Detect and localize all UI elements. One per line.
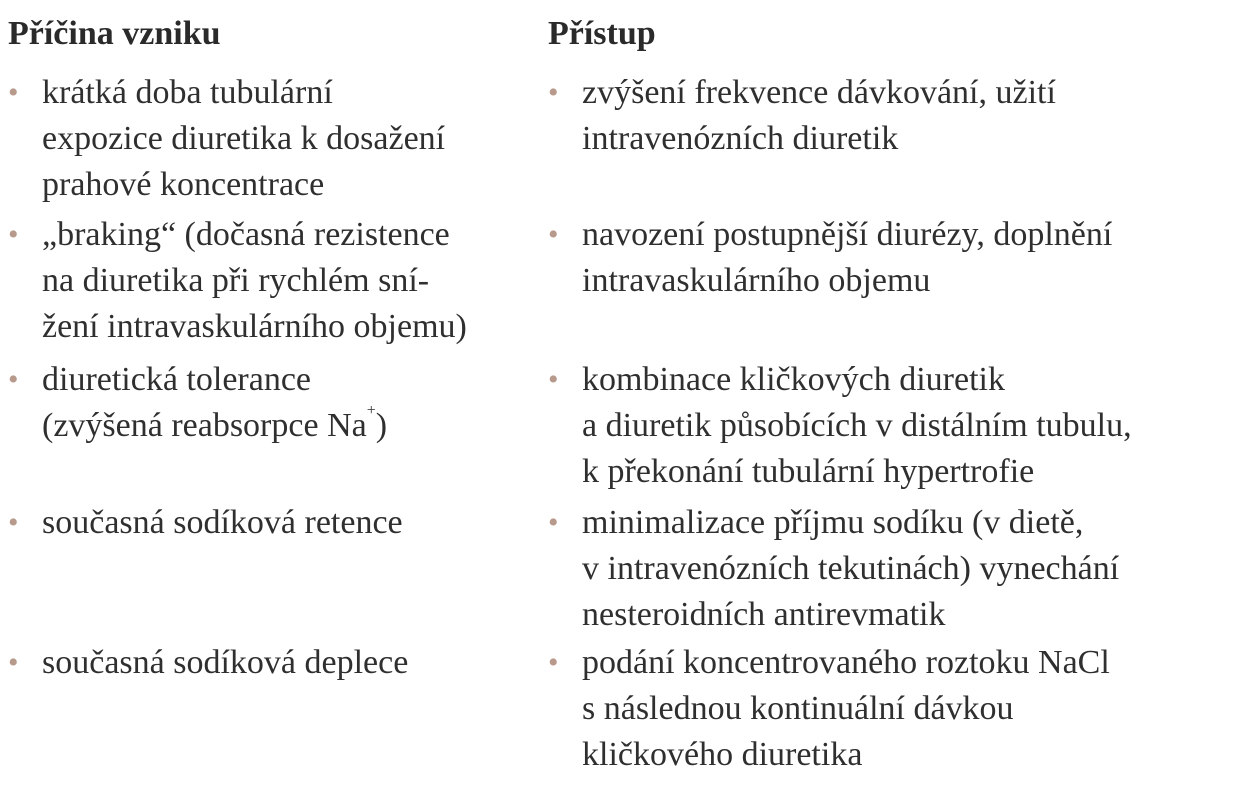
bullet-icon: • [8,218,19,251]
approach-text-4 [582,500,1119,638]
superscript-plus: + [366,402,376,419]
approach-line: podání koncentrovaného roztoku NaCl [582,644,1110,681]
cause-text-1 [42,70,445,208]
header-approach: Přístup [548,15,656,52]
bullet-icon: • [8,646,19,679]
bullet-icon: • [8,76,19,109]
approach-line: minimalizace příjmu sodíku (v dietě, [582,504,1084,541]
cause-line: na diuretika při rychlém sní- [42,262,430,299]
bullet-icon: • [548,76,559,109]
bullet-icon: • [8,506,19,539]
approach-line: v intravenózních tekutinách) vynechání [582,550,1120,587]
cause-line: diuretická tolerance [42,361,312,398]
cause-line: prahové koncentrace [42,166,325,203]
cause-line: expozice diuretika k dosažení [42,120,446,157]
approach-line: zvýšení frekvence dávkování, užití [582,74,1056,111]
cause-line-text: (zvýšená reabsorpce Na [42,407,367,444]
approach-text-5 [582,640,1110,778]
cause-line: současná sodíková deplece [42,644,409,681]
cause-line: „braking“ (dočasná rezistence [42,216,450,253]
cause-line-tail: ) [375,407,388,444]
cause-line: současná sodíková retence [42,504,403,541]
cause-text-3 [42,357,387,449]
cause-line: krátká doba tubulární [42,74,333,111]
approach-line: k překonání tubulární hypertrofie [582,453,1035,490]
bullet-icon: • [548,363,559,396]
cause-line-with-sup [42,403,387,449]
bullet-icon: • [548,646,559,679]
header-cause: Příčina vzniku [8,15,221,52]
approach-line: intravaskulárního objemu [582,262,931,299]
approach-line: kličkového diuretika [582,736,863,773]
cause-line: žení intravaskulárního objemu) [42,308,467,345]
approach-text-3 [582,357,1132,495]
approach-line: nesteroidních antirevmatik [582,596,946,633]
cause-text-5 [42,640,408,686]
approach-line: kombinace kličkových diuretik [582,361,1005,398]
cause-text-2 [42,212,467,350]
approach-line: a diuretik působících v distálním tubulu, [582,407,1132,444]
approach-text-2 [582,212,1112,304]
approach-line: intravenózních diuretik [582,120,899,157]
approach-line: s následnou kontinuální dávkou [582,690,1014,727]
bullet-icon: • [548,506,559,539]
approach-text-1 [582,70,1056,162]
bullet-icon: • [548,218,559,251]
cause-text-4 [42,500,403,546]
approach-line: navození postupnější diurézy, doplnění [582,216,1113,253]
bullet-icon: • [8,363,19,396]
